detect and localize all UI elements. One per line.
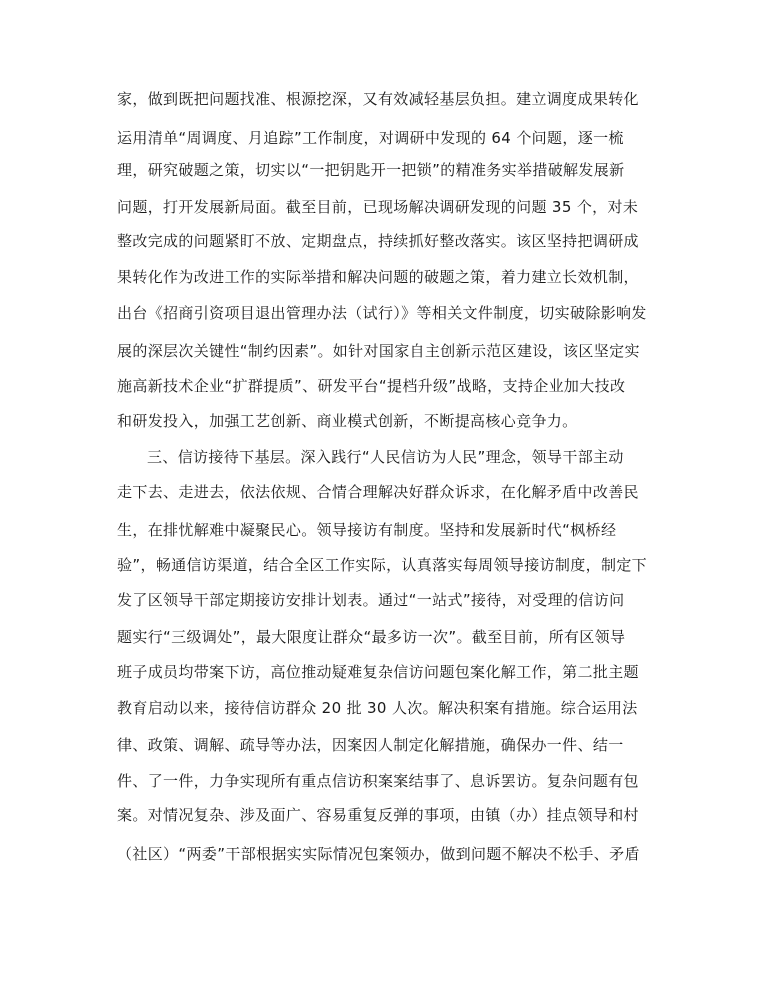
- text-line: 件、了一件，力争实现所有重点信访积案案结事了、息诉罢访。复杂问题有包: [117, 772, 639, 790]
- text-line: 走下去、走进去，依法依规、合情合理解决好群众诉求，在化解矛盾中改善民: [117, 483, 639, 501]
- text-line: 教育启动以来，接待信访群众 20 批 30 人次。解决积案有措施。综合运用法: [117, 699, 638, 717]
- text-line: 运用清单“周调度、月追踪”工作制度，对调研中发现的 64 个问题，逐一梳: [117, 129, 624, 147]
- text-line: 家，做到既把问题找准、根源挖深，又有效减轻基层负担。建立调度成果转化: [117, 90, 639, 108]
- section-heading-line: 三、信访接待下基层。深入践行“人民信访为人民”理念，领导干部主动: [147, 448, 624, 466]
- text-line: 班子成员均带案下访，高位推动疑难复杂信访问题包案化解工作，第二批主题: [117, 663, 639, 681]
- text-line: 生，在排忧解难中凝聚民心。领导接访有制度。坚持和发展新时代“枫桥经: [117, 521, 617, 539]
- text-line: 案。对情况复杂、涉及面广、容易重复反弹的事项，由镇（办）挂点领导和村: [117, 806, 639, 824]
- text-line: 问题，打开发展新局面。截至目前，已现场解决调研发现的问题 35 个，对未: [117, 198, 639, 216]
- text-line: 发了区领导干部定期接访安排计划表。通过“一站式”接待，对受理的信访问: [117, 591, 625, 609]
- text-line: 验”，畅通信访渠道，结合全区工作实际，认真落实每周领导接访制度，制定下: [117, 556, 648, 574]
- text-line: （社区）“两委”干部根据实实际情况包案领办，做到问题不解决不松手、矛盾: [117, 845, 640, 863]
- text-line: 题实行“三级调处”，最大限度让群众“最多访一次”。截至目前，所有区领导: [117, 628, 626, 646]
- text-line: 和研发投入，加强工艺创新、商业模式创新，不断提高核心竞争力。: [117, 412, 578, 430]
- text-line: 展的深层次关键性“制约因素”。如针对国家自主创新示范区建设，该区坚定实: [117, 342, 640, 360]
- text-line: 果转化作为改进工作的实际举措和解决问题的破题之策，着力建立长效机制，: [117, 268, 639, 286]
- text-line: 施高新技术企业“扩群提质”、研发平台“提档升级”战略，支持企业加大技改: [117, 377, 626, 395]
- text-line: 理，研究破题之策，切实以“一把钥匙开一把锁”的精准务实举措破解发展新: [117, 161, 625, 179]
- text-line: 出台《招商引资项目退出管理办法（试行）》等相关文件制度，切实破除影响发: [117, 304, 647, 322]
- text-line: 律、政策、调解、疏导等办法，因案因人制定化解措施，确保办一件、结一: [117, 736, 624, 754]
- text-line: 整改完成的问题紧盯不放、定期盘点，持续抓好整改落实。该区坚持把调研成: [117, 232, 639, 250]
